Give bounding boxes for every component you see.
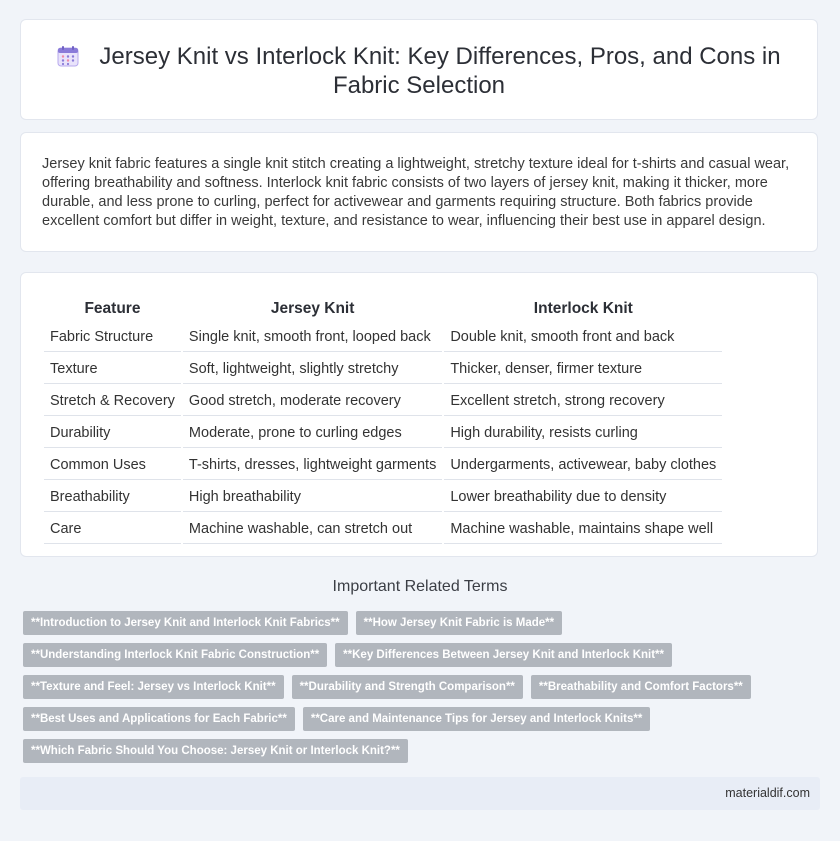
tag-row bbox=[23, 739, 813, 763]
related-term-tag[interactable]: **Best Uses and Applications for Each Fabric** bbox=[23, 707, 295, 731]
table-cell: Breathability bbox=[44, 482, 181, 512]
table-cell: Thicker, denser, firmer texture bbox=[444, 354, 722, 384]
related-term-tag[interactable]: **Texture and Feel: Jersey vs Interlock Knit** bbox=[23, 675, 284, 699]
table-header-row bbox=[44, 296, 722, 320]
tag-row bbox=[23, 707, 813, 731]
table-cell: Care bbox=[44, 514, 181, 544]
header-card bbox=[20, 19, 818, 120]
table-cell: Texture bbox=[44, 354, 181, 384]
footer-bar bbox=[20, 777, 820, 810]
table-cell: Single knit, smooth front, looped back bbox=[183, 322, 442, 352]
comparison-table-card bbox=[20, 272, 818, 557]
related-term-tag[interactable]: **Which Fabric Should You Choose: Jersey Knit or Interlock Knit?** bbox=[23, 739, 408, 763]
table-cell: T-shirts, dresses, lightweight garments bbox=[183, 450, 442, 480]
table-cell: Soft, lightweight, slightly stretchy bbox=[183, 354, 442, 384]
tag-row bbox=[23, 643, 813, 667]
table-row bbox=[44, 386, 722, 416]
table-cell: Fabric Structure bbox=[44, 322, 181, 352]
related-terms-heading: Important Related Terms bbox=[332, 578, 508, 595]
table-row bbox=[44, 354, 722, 384]
table-cell: Excellent stretch, strong recovery bbox=[444, 386, 722, 416]
related-term-tag[interactable]: **Breathability and Comfort Factors** bbox=[531, 675, 751, 699]
calendar-grid-icon bbox=[57, 45, 79, 67]
table-cell: Moderate, prone to curling edges bbox=[183, 418, 442, 448]
tag-row bbox=[23, 611, 813, 635]
table-cell: Machine washable, maintains shape well bbox=[444, 514, 722, 544]
related-term-tag[interactable]: **Introduction to Jersey Knit and Interlock Knit Fabrics** bbox=[23, 611, 348, 635]
table-row bbox=[44, 482, 722, 512]
table-row bbox=[44, 322, 722, 352]
footer-site-link[interactable]: materialdif.com bbox=[725, 786, 810, 800]
table-cell: Lower breathability due to density bbox=[444, 482, 722, 512]
related-term-tag[interactable]: **Understanding Interlock Knit Fabric Construction** bbox=[23, 643, 327, 667]
intro-paragraph: Jersey knit fabric features a single knit stitch creating a lightweight, stretchy texture ideal for t-shirts and casual wear, offering breathability and softness. Interlock knit fabric consists of two layers of jersey knit, making it thicker, more durable, and less prone to curling, perfect for activewear and garments requiring structure. Both fabrics provide excellent comfort but differ in weight, texture, and resistance to wear, influencing their best use in apparel design. bbox=[42, 156, 790, 229]
table-cell: Undergarments, activewear, baby clothes bbox=[444, 450, 722, 480]
column-header-jersey: Jersey Knit bbox=[270, 300, 355, 317]
table-cell: Good stretch, moderate recovery bbox=[183, 386, 442, 416]
related-terms-tags bbox=[23, 611, 813, 771]
related-term-tag[interactable]: **Care and Maintenance Tips for Jersey and Interlock Knits** bbox=[303, 707, 650, 731]
table-cell: High durability, resists curling bbox=[444, 418, 722, 448]
table-row bbox=[44, 514, 722, 544]
comparison-table bbox=[42, 294, 724, 546]
table-cell: Common Uses bbox=[44, 450, 181, 480]
table-cell: Stretch & Recovery bbox=[44, 386, 181, 416]
related-term-tag[interactable]: **Durability and Strength Comparison** bbox=[292, 675, 523, 699]
column-header-interlock: Interlock Knit bbox=[533, 300, 633, 317]
page-title: Jersey Knit vs Interlock Knit: Key Differences, Pros, and Cons in Fabric Selection bbox=[99, 43, 781, 99]
table-row bbox=[44, 418, 722, 448]
column-header-feature: Feature bbox=[84, 300, 141, 317]
intro-card bbox=[20, 132, 818, 252]
tag-row bbox=[23, 675, 813, 699]
page-title-wrap bbox=[21, 42, 817, 100]
table-cell: Double knit, smooth front and back bbox=[444, 322, 722, 352]
table-cell: High breathability bbox=[183, 482, 442, 512]
related-term-tag[interactable]: **Key Differences Between Jersey Knit and Interlock Knit** bbox=[335, 643, 672, 667]
related-term-tag[interactable]: **How Jersey Knit Fabric is Made** bbox=[356, 611, 562, 635]
table-cell: Durability bbox=[44, 418, 181, 448]
table-cell: Machine washable, can stretch out bbox=[183, 514, 442, 544]
table-row bbox=[44, 450, 722, 480]
